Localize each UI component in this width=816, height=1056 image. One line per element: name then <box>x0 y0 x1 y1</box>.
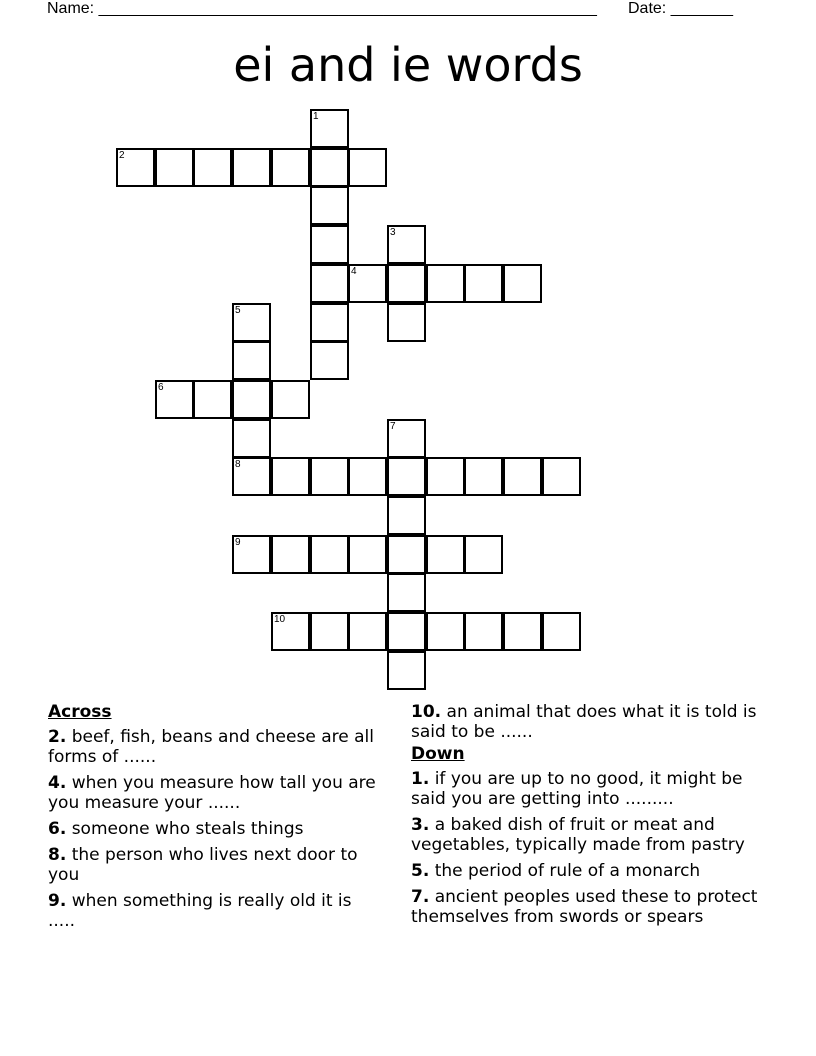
clue-across-2 <box>48 727 383 767</box>
crossword-cell[interactable] <box>232 148 271 187</box>
crossword-cell[interactable] <box>310 225 349 264</box>
clue-number: 8. <box>48 845 67 865</box>
crossword-cell[interactable] <box>232 380 271 419</box>
crossword-cell[interactable] <box>232 419 271 458</box>
crossword-cell[interactable] <box>503 264 542 303</box>
crossword-cell[interactable] <box>464 264 503 303</box>
crossword-cell[interactable] <box>542 612 581 651</box>
crossword-cell[interactable] <box>387 264 426 303</box>
clue-text: if you are up to no good, it might be said you are getting into ......... <box>411 769 743 809</box>
crossword-cell[interactable] <box>387 573 426 612</box>
date-field[interactable]: Date: _______ <box>628 0 733 17</box>
cell-number: 2 <box>119 150 125 161</box>
crossword-cell[interactable] <box>387 419 426 458</box>
crossword-cell[interactable] <box>271 457 310 496</box>
crossword-cell[interactable] <box>310 186 349 225</box>
crossword-cell[interactable] <box>348 457 387 496</box>
crossword-cell[interactable] <box>232 303 271 342</box>
crossword-cell[interactable] <box>542 457 581 496</box>
page-title: ei and ie words <box>233 38 583 92</box>
clue-across-10 <box>411 702 776 742</box>
crossword-cell[interactable] <box>232 341 271 380</box>
clue-down-1 <box>411 769 776 809</box>
clue-text: an animal that does what it is told is said to be ...... <box>411 702 757 742</box>
crossword-cell[interactable] <box>116 148 155 187</box>
crossword-cell[interactable] <box>310 109 349 148</box>
crossword-cell[interactable] <box>426 457 465 496</box>
clue-text: beef, fish, beans and cheese are all forms of ...... <box>48 727 374 767</box>
crossword-cell[interactable] <box>348 264 387 303</box>
cell-number: 3 <box>390 227 396 238</box>
crossword-cell[interactable] <box>310 612 349 651</box>
down-heading: Down <box>411 744 465 764</box>
crossword-cell[interactable] <box>310 148 349 187</box>
crossword-cell[interactable] <box>310 264 349 303</box>
crossword-cell[interactable] <box>348 535 387 574</box>
crossword-cell[interactable] <box>387 457 426 496</box>
crossword-cell[interactable] <box>348 612 387 651</box>
clue-across-6 <box>48 819 383 839</box>
crossword-cell[interactable] <box>193 148 232 187</box>
clue-number: 2. <box>48 727 67 747</box>
crossword-cell[interactable] <box>387 496 426 535</box>
crossword-cell[interactable] <box>271 612 310 651</box>
cell-number: 1 <box>313 111 319 122</box>
clue-text: someone who steals things <box>71 819 304 839</box>
clue-across-4 <box>48 773 383 813</box>
clue-number: 9. <box>48 891 67 911</box>
clues-right-column <box>411 702 776 933</box>
clue-text: a baked dish of fruit or meat and vegetables, typically made from pastry <box>411 815 745 855</box>
cell-number: 10 <box>274 614 286 625</box>
cell-number: 4 <box>351 266 357 277</box>
clue-text: ancient peoples used these to protect themselves from swords or spears <box>411 887 758 927</box>
name-field[interactable]: Name: ________________________________________________________ <box>47 0 597 17</box>
cell-number: 6 <box>158 382 164 393</box>
crossword-cell[interactable] <box>387 225 426 264</box>
crossword-cell[interactable] <box>387 651 426 690</box>
clue-down-7 <box>411 887 776 927</box>
clue-number: 6. <box>48 819 67 839</box>
crossword-cell[interactable] <box>348 148 387 187</box>
cell-number: 9 <box>235 537 241 548</box>
clue-number: 1. <box>411 769 430 789</box>
crossword-cell[interactable] <box>503 457 542 496</box>
cell-number: 8 <box>235 459 241 470</box>
crossword-cell[interactable] <box>426 535 465 574</box>
crossword-cell[interactable] <box>193 380 232 419</box>
crossword-cell[interactable] <box>310 535 349 574</box>
clue-number: 10. <box>411 702 442 722</box>
crossword-cell[interactable] <box>310 303 349 342</box>
cell-number: 5 <box>235 305 241 316</box>
crossword-cell[interactable] <box>387 612 426 651</box>
crossword-cell[interactable] <box>271 148 310 187</box>
crossword-cell[interactable] <box>387 535 426 574</box>
clue-across-8 <box>48 845 383 885</box>
crossword-cell[interactable] <box>426 612 465 651</box>
crossword-cell[interactable] <box>464 457 503 496</box>
crossword-cell[interactable] <box>310 457 349 496</box>
crossword-cell[interactable] <box>310 341 349 380</box>
clue-across-9 <box>48 891 383 931</box>
crossword-cell[interactable] <box>155 380 194 419</box>
crossword-cell[interactable] <box>464 612 503 651</box>
across-heading: Across <box>48 702 112 722</box>
crossword-cell[interactable] <box>464 535 503 574</box>
crossword-cell[interactable] <box>387 303 426 342</box>
clue-number: 3. <box>411 815 430 835</box>
cell-number: 7 <box>390 421 396 432</box>
clue-number: 4. <box>48 773 67 793</box>
clue-down-5 <box>411 861 776 881</box>
crossword-cell[interactable] <box>271 380 310 419</box>
clue-text: the person who lives next door to you <box>48 845 358 885</box>
clue-text: the period of rule of a monarch <box>434 861 701 881</box>
clue-number: 5. <box>411 861 430 881</box>
clue-number: 7. <box>411 887 430 907</box>
crossword-cell[interactable] <box>232 535 271 574</box>
crossword-cell[interactable] <box>155 148 194 187</box>
clue-text: when something is really old it is ..... <box>48 891 352 931</box>
clues-left-column <box>48 702 383 937</box>
crossword-cell[interactable] <box>271 535 310 574</box>
crossword-cell[interactable] <box>426 264 465 303</box>
clue-down-3 <box>411 815 776 855</box>
clue-text: when you measure how tall you are you measure your ...... <box>48 773 376 813</box>
crossword-cell[interactable] <box>232 457 271 496</box>
crossword-cell[interactable] <box>503 612 542 651</box>
